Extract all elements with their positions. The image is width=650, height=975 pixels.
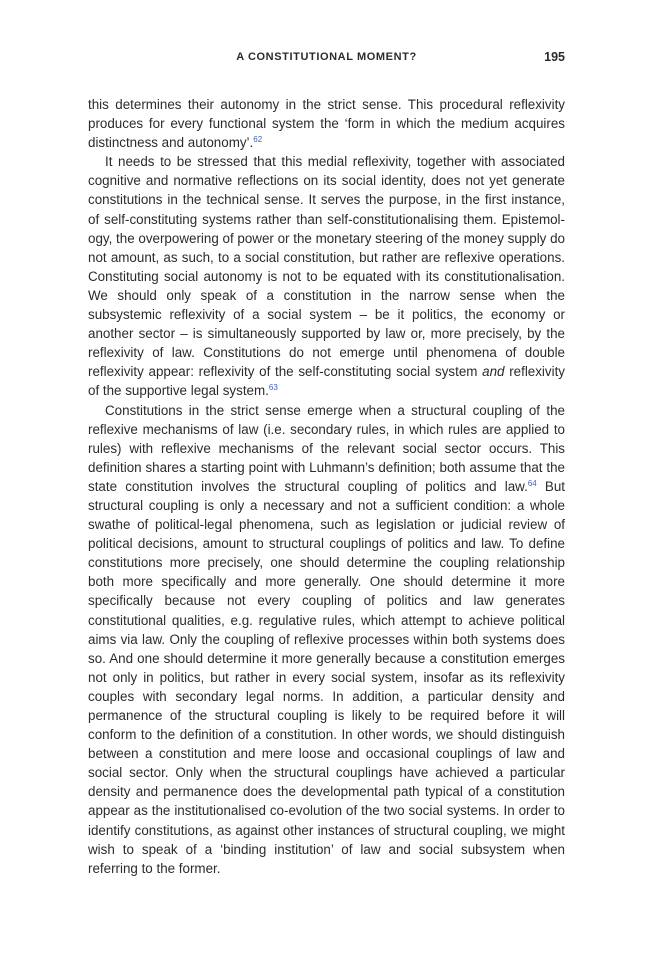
paragraph-text: But structural coupling is only a necessary and not a sufficient condition: a whole swathe of political-legal phenomena, such as legislation or judicial review of political decisions, amount to structural couplings of politics and law. To define constitutions more precisely, one should determine the coupling relationship both more specifically and more generally. One should determine it more specifically because not every coupling of politics and law generates constitutional qualities, e.g. regulative rules, which attempt to achieve political aims via law. Only the coupling of reflexive processes within both systems does so. And one should determine it more generally because a constitution emerges not only in politics, but rather in every social system, insofar as its reflexivity couples with secondary legal norms. In addition, a particular density and permanence of the structural coupling is likely to be required before it will conform to the definition of a constitution. In other words, we should distinguish between a constitution and mere loose and occasional couplings of law and social sector. Only when the structural couplings have achieved a particular density and permanence does the developmental path typical of a constitution appear as the institutionalised co-evolution of the two social systems. In order to identify constitutions, as against other instances of structural coupling, we might wish to speak of a ‘binding institution’ of law and social subsystem when referring to the former.	[88, 478, 565, 876]
footnote-ref-62[interactable]: 62	[253, 135, 263, 145]
running-title: A CONSTITUTIONAL MOMENT?	[236, 51, 417, 63]
paragraph-3	[88, 401, 565, 878]
paragraph-2	[88, 152, 565, 400]
footnote-ref-63[interactable]: 63	[268, 383, 278, 393]
footnote-ref-64[interactable]: 64	[527, 478, 537, 488]
emphasis-text: and	[482, 364, 505, 380]
paragraph-1	[88, 95, 565, 152]
page-number: 195	[544, 50, 565, 64]
body-text	[88, 95, 565, 878]
paragraph-text: reflexivity of the supportive legal system.	[88, 364, 565, 399]
paragraph-text: this determines their autonomy in the strict sense. This procedural reflexivity produces for every functional system the ‘form in which the medium acquires distinctness and autonomy’.	[88, 97, 565, 151]
paragraph-text: Constitutions in the strict sense emerge when a structural coupling of the reflexive mechanisms of law (i.e. secondary rules, in which rules are applied to rules) with reflexive mechanisms of the relevant social sector occurs. This definition shares a starting point with Luhmann’s definition; both assume that the state constitution involves the structural coupling of politics and law.	[88, 402, 565, 494]
running-head	[88, 50, 565, 66]
paragraph-text: It needs to be stressed that this medial reflexivity, together with associated cognitive and normative reflections on its social identity, does not yet generate constitutions in the technical sense. It serves the purpose, in the first instance, of self-constituting systems rather than self-constitutionalising them. Epistemology, the overpowering of power or the monetary steering of the money supply do not amount, as such, to a social constitution, but rather are reflexive operations. Constituting social autonomy is not to be equated with its constitutionalisation. We should only speak of a constitution in the narrow sense when the subsystemic reflexivity of a social system – be it politics, the economy or another sector – is simultaneously supported by law or, more precisely, by the reflexivity of law. Constitutions do not emerge until phenomena of double reflexivity appear: reflexivity of the self-constituting social system	[88, 154, 565, 380]
